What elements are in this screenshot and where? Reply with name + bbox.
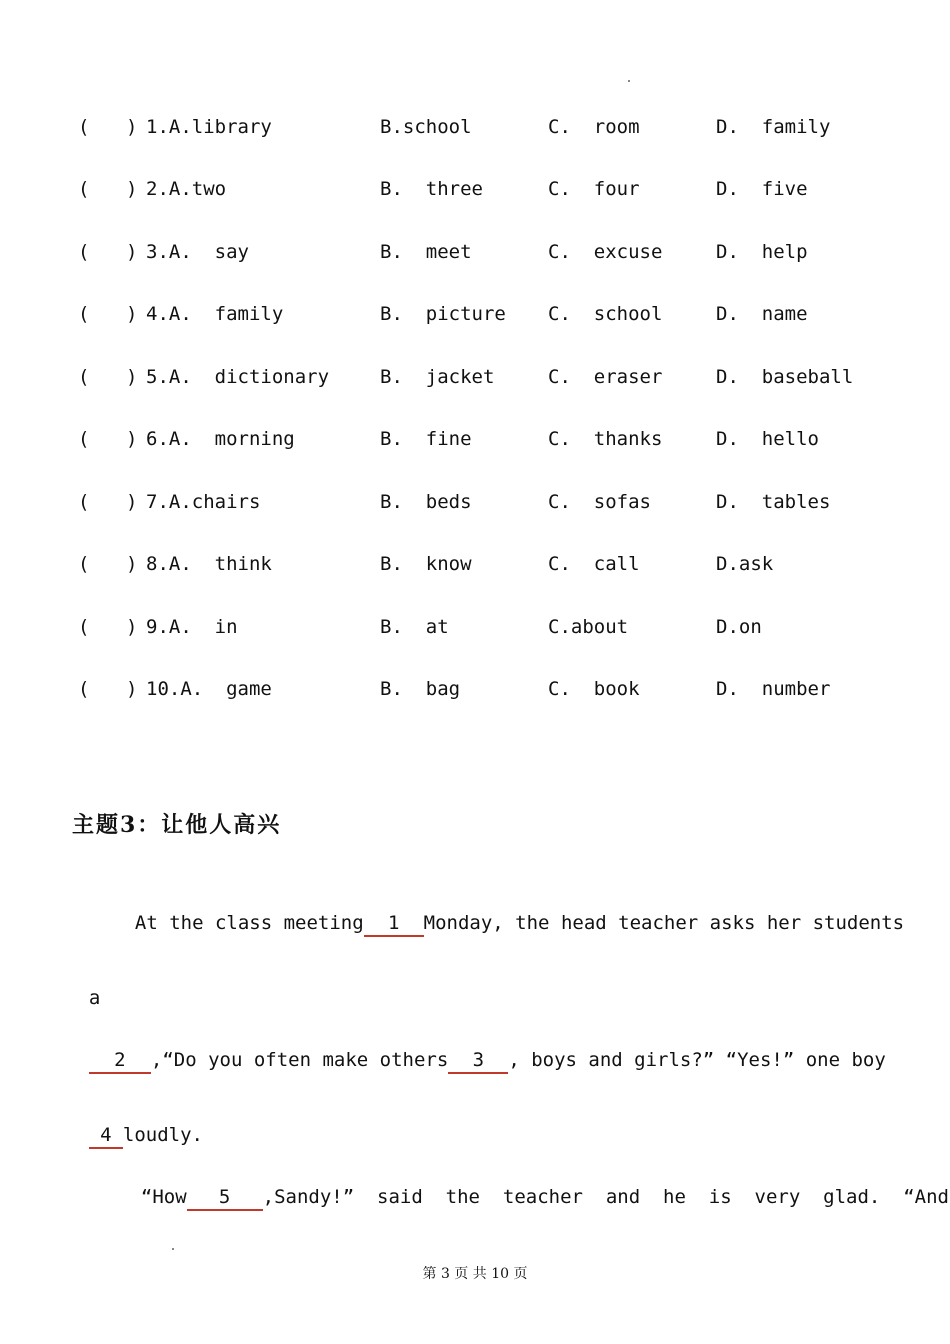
option-b: B. at (380, 616, 449, 638)
option-a: 5.A. dictionary (146, 366, 330, 388)
answer-paren-right: ) (126, 241, 138, 263)
option-d: D. name (716, 303, 808, 325)
passage-text: loudly. (122, 1124, 203, 1146)
blank-3[interactable] (448, 1048, 508, 1074)
question-row (0, 299, 950, 329)
blank-number: 5 (218, 1186, 231, 1208)
question-row (0, 362, 950, 392)
option-a: 10.A. game (146, 678, 272, 700)
answer-paren-right: ) (126, 678, 138, 700)
option-a: 8.A. think (146, 553, 272, 575)
blank-number: 1 (387, 912, 400, 934)
passage-text: ,Sandy!” said the teacher and he is very glad. “And (262, 1186, 949, 1208)
option-c: C. thanks (548, 428, 663, 450)
option-a: 6.A. morning (146, 428, 295, 450)
answer-paren-right: ) (126, 178, 138, 200)
decorative-dot-top (628, 80, 630, 82)
answer-paren-left[interactable]: ( (78, 116, 90, 138)
option-d: D. baseball (716, 366, 854, 388)
section-heading: 主题3：让他人高兴 (72, 812, 282, 838)
passage-text: a (88, 987, 101, 1009)
option-c: C.about (548, 616, 629, 638)
blank-number: 2 (114, 1049, 126, 1071)
option-d: D. five (716, 178, 808, 200)
option-d: D. help (716, 241, 808, 263)
option-b: B. jacket (380, 366, 495, 388)
passage-text: “How (140, 1186, 187, 1208)
question-row (0, 174, 950, 204)
passage-text: , boys and girls?” “Yes!” one boy (508, 1049, 886, 1071)
answer-paren-right: ) (126, 428, 138, 450)
blank-4[interactable] (89, 1123, 123, 1149)
option-c: C. sofas (548, 491, 651, 513)
blank-number: 3 (472, 1049, 485, 1071)
answer-paren-left[interactable]: ( (78, 491, 90, 513)
option-a: 2.A.two (146, 178, 227, 200)
option-c: C. eraser (548, 366, 663, 388)
option-c: C. school (548, 303, 663, 325)
option-d: D. hello (716, 428, 819, 450)
answer-paren-right: ) (126, 491, 138, 513)
option-b: B. three (380, 178, 483, 200)
blank-2[interactable] (89, 1048, 151, 1074)
option-b: B. fine (380, 428, 472, 450)
question-row (0, 424, 950, 454)
answer-paren-right: ) (126, 116, 138, 138)
answer-paren-right: ) (126, 366, 138, 388)
option-a: 9.A. in (146, 616, 238, 638)
option-c: C. call (548, 553, 640, 575)
option-b: B. bag (380, 678, 461, 700)
blank-5[interactable] (187, 1185, 263, 1211)
option-a: 7.A.chairs (146, 491, 261, 513)
answer-paren-left[interactable]: ( (78, 428, 90, 450)
answer-paren-left[interactable]: ( (78, 241, 90, 263)
option-c: C. four (548, 178, 640, 200)
passage-line-5 (118, 1152, 949, 1212)
page-footer: 第 3 页 共 10 页 (422, 1266, 528, 1282)
option-a: 3.A. say (146, 241, 249, 263)
option-d: D.on (716, 616, 762, 638)
option-d: D. number (716, 678, 831, 700)
decorative-dot-bottom (172, 1248, 174, 1250)
option-c: C. excuse (548, 241, 663, 263)
answer-paren-right: ) (126, 303, 138, 325)
passage-line-2 (66, 953, 100, 1013)
passage-line-3 (66, 1015, 896, 1075)
option-c: C. book (548, 678, 640, 700)
blank-1[interactable] (364, 911, 424, 937)
question-row (0, 237, 950, 267)
option-a: 4.A. family (146, 303, 284, 325)
answer-paren-left[interactable]: ( (78, 678, 90, 700)
answer-paren-left[interactable]: ( (78, 366, 90, 388)
answer-paren-left[interactable]: ( (78, 178, 90, 200)
option-b: B. picture (380, 303, 506, 325)
answer-paren-right: ) (126, 553, 138, 575)
answer-paren-left[interactable]: ( (78, 616, 90, 638)
question-row (0, 112, 950, 142)
question-row (0, 674, 950, 704)
blank-number: 4 (100, 1124, 112, 1146)
passage-line-4 (66, 1090, 203, 1150)
option-a: 1.A.library (146, 116, 272, 138)
passage-text: ,“Do you often make others (150, 1049, 449, 1071)
option-b: B. beds (380, 491, 472, 513)
answer-paren-right: ) (126, 616, 138, 638)
option-d: D. tables (716, 491, 831, 513)
option-b: B. meet (380, 241, 472, 263)
option-b: B.school (380, 116, 472, 138)
passage-text: At the class meeting (134, 912, 364, 934)
option-c: C. room (548, 116, 640, 138)
option-d: D.ask (716, 553, 774, 575)
answer-paren-left[interactable]: ( (78, 303, 90, 325)
question-row (0, 549, 950, 579)
question-row (0, 487, 950, 517)
passage-line-1 (112, 878, 905, 938)
option-d: D. family (716, 116, 831, 138)
question-row (0, 612, 950, 642)
answer-paren-left[interactable]: ( (78, 553, 90, 575)
option-b: B. know (380, 553, 472, 575)
passage-text: Monday, the head teacher asks her students (423, 912, 905, 934)
